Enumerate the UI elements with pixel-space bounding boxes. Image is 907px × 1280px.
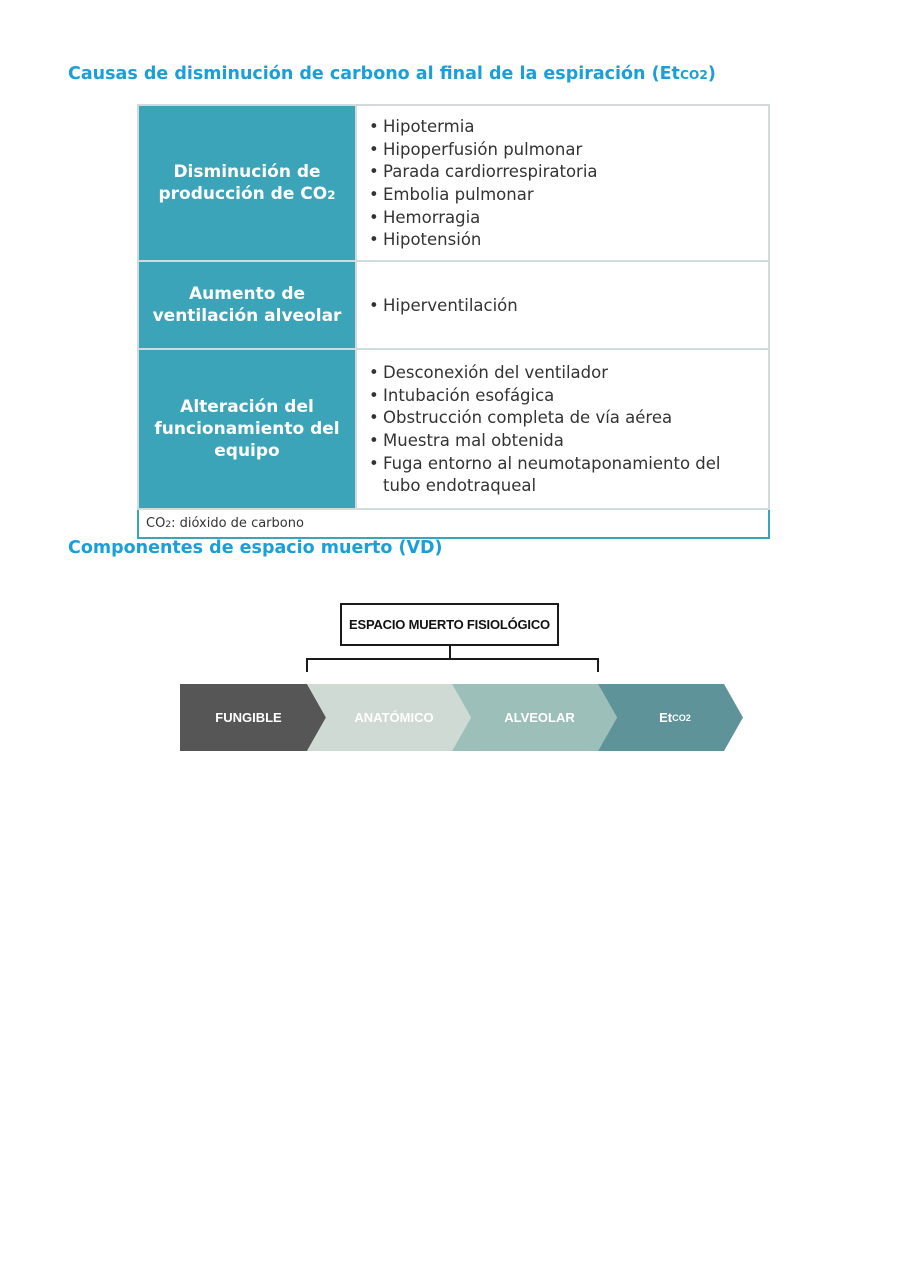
list-item: • Hiperventilación xyxy=(369,295,758,318)
list-item: • Obstrucción completa de vía aérea xyxy=(369,407,758,430)
section-title-dead-space: Componentes de espacio muerto (VD) xyxy=(68,538,443,558)
category-cell: Aumento de ventilación alveolar xyxy=(138,261,356,349)
list-item: • Hipotermia xyxy=(369,116,758,139)
table-footnote: CO2: dióxido de carbono xyxy=(138,509,769,538)
list-item: • Hemorragia xyxy=(369,207,758,230)
list-item: • Desconexión del ventilador xyxy=(369,362,758,385)
segment-label-anatomico: ANATÓMICO xyxy=(354,710,434,725)
list-item: • Muestra mal obtenida xyxy=(369,430,758,453)
list-item: • Hipotensión xyxy=(369,229,758,252)
category-cell: Alteración del funcionamiento del equipo xyxy=(138,349,356,509)
segment-label-etco2: Et CO2 xyxy=(659,710,691,725)
category-cell: Disminución de producción de CO2 xyxy=(138,105,356,261)
list-item: • Parada cardiorrespiratoria xyxy=(369,161,758,184)
physiological-dead-space-box: ESPACIO MUERTO FISIOLÓGICO xyxy=(340,603,559,646)
section-title-causes: Causas de disminución de carbono al final de la espiración (EtCO2) xyxy=(68,64,716,84)
list-item: • Fuga entorno al neumotaponamiento del tubo endotraqueal xyxy=(369,453,758,498)
segment-label-fungible: FUNGIBLE xyxy=(215,710,282,725)
list-item: • Intubación esofágica xyxy=(369,385,758,408)
bracket-line xyxy=(307,646,598,672)
segment-label-alveolar: ALVEOLAR xyxy=(504,710,575,725)
title-subscript: CO2 xyxy=(679,68,708,82)
list-item: • Hipoperfusión pulmonar xyxy=(369,139,758,162)
list-item: • Embolia pulmonar xyxy=(369,184,758,207)
